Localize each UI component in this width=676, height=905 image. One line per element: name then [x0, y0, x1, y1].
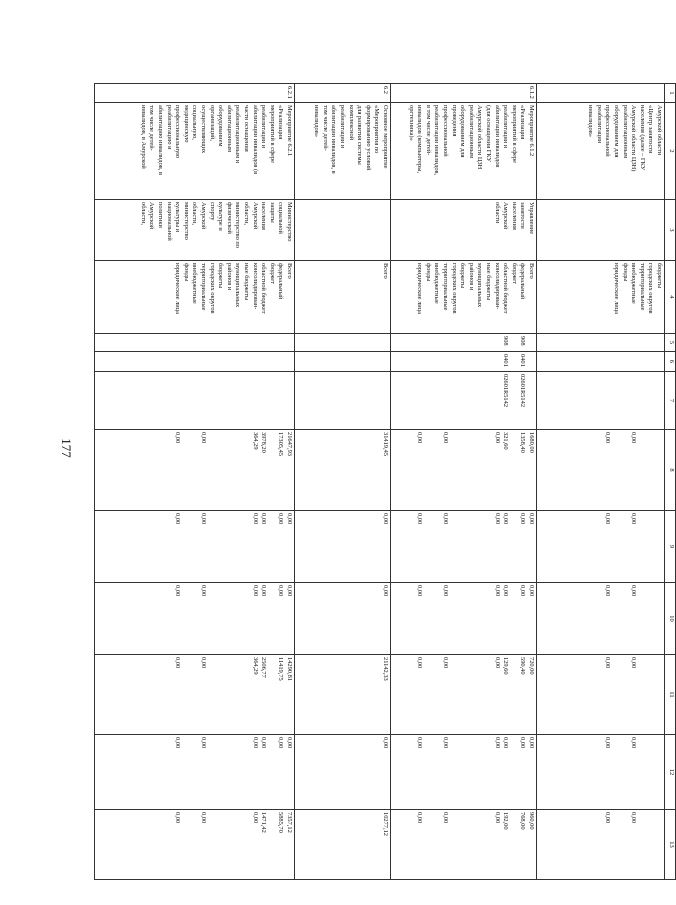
cell-text: Амурской области «Центр занятости населения (далее – ГКУ Амурской области ЦЗН) реабилитационным оборудованием для профессиональной реабилитации инвалидов»: [587, 105, 663, 172]
amount-values: 1680,00 1358,40 321,60 0,00 0,00 0,00: [416, 432, 535, 453]
cell-col-4: [391, 261, 537, 334]
cell-col-10: [391, 583, 537, 655]
cell-col-5: [95, 334, 295, 352]
cell-text: 6.2: [382, 86, 389, 94]
cell-col-9: [95, 511, 295, 583]
amount-values: 7357,12 5885,70 1471,42 0,00 0,00 0,00: [174, 812, 293, 833]
amount-values: 0,00: [382, 513, 389, 525]
funding-source: городских округов: [647, 263, 655, 314]
cell-col-3: [95, 200, 295, 261]
cell-text: Основное мероприятие «Мероприятия по формированию условий для развития системы комплексной реабилитации и абилитации инвалидов, в том числе детей- инвалидов»: [313, 105, 389, 174]
cell-col-11: [391, 655, 537, 735]
header-cell: 1: [665, 84, 676, 103]
cell-col-9: [537, 511, 665, 583]
cell-col-5: [537, 334, 665, 352]
amount-values: 960,00 768,00 192,00 0,00 0,00 0,00: [416, 812, 535, 830]
header-cell: 6: [665, 352, 676, 372]
cell-text: Мероприятие 6.2.1 «Реализация мероприятий в сфере реабилитации и абилитации инвалидов (в части оснащения реабилитационным и абилитационным оборудованием организаций, осуществляющих социальную, медицинскую профессиональную реабилитацию и абилитацию инвалидов, в том числе детей- инвалидов, в Амурской: [139, 105, 293, 175]
cell-text: 908 908: [502, 336, 527, 346]
amount-values: 0,00 0,00 0,00 0,00 0,00 0,00: [174, 513, 293, 525]
cell-col-11: [537, 655, 665, 735]
cell-col-12: [295, 735, 391, 810]
cell-col-13: [95, 810, 295, 880]
header-cell: 5: [665, 334, 676, 352]
amount-values: 0,00 0,00: [604, 513, 638, 525]
table-row: [95, 84, 295, 880]
amount-values: 0,00 0,00 0,00 0,00 0,00 0,00: [174, 585, 293, 597]
cell-col-3: [295, 200, 391, 261]
cell-col-13: [295, 810, 391, 880]
cell-col-6: [537, 352, 665, 372]
amount-values: 0,00 0,00 0,00 0,00 0,00 0,00: [416, 585, 535, 597]
cell-col-8: [537, 430, 665, 511]
amount-values: 0,00 0,00: [604, 432, 638, 444]
cell-col-2: [295, 103, 391, 200]
cell-col-5: [295, 334, 391, 352]
cell-col-9: [391, 511, 537, 583]
cell-col-10: [295, 583, 391, 655]
amount-values: 31419,45: [382, 432, 389, 456]
table-row: [537, 84, 665, 880]
cell-col-5: [391, 334, 537, 352]
cell-col-12: [537, 735, 665, 810]
cell-col-7: [95, 372, 295, 430]
funding-source: юридические лица: [416, 263, 424, 314]
amount-values: 0,00: [382, 737, 389, 749]
funding-source: областной бюджет: [502, 263, 510, 314]
cell-col-4: [537, 261, 665, 334]
header-cell: 8: [665, 430, 676, 511]
amount-values: 14290,81 11419,75 2506,77 364,29 0,00 0,00: [174, 657, 293, 681]
cell-col-8: [391, 430, 537, 511]
header-row: [665, 84, 676, 880]
cell-col-3: [391, 200, 537, 261]
cell-col-10: [95, 583, 295, 655]
funding-source: областной бюджет: [260, 263, 268, 314]
cell-col-9: [295, 511, 391, 583]
cell-col-2: [391, 103, 537, 200]
funding-source: юридические лица: [613, 263, 621, 314]
header-cell: 10: [665, 583, 676, 655]
header-cell: 3: [665, 200, 676, 261]
cell-text: 0401 0401: [502, 354, 527, 367]
amount-values: 0,00 0,00 0,00 0,00 0,00 0,00: [174, 737, 293, 749]
cell-col-2: [537, 103, 665, 200]
cell-col-8: [295, 430, 391, 511]
amount-values: 0,00 0,00: [604, 657, 638, 669]
cell-text: Управление занятости населения Амурской области: [493, 202, 535, 235]
amount-values: 0,00 0,00: [604, 812, 638, 824]
amount-values: 0,00: [382, 585, 389, 597]
cell-col-7: [295, 372, 391, 430]
cell-col-7: [537, 372, 665, 430]
cell-col-8: [95, 430, 295, 511]
cell-col-12: [95, 735, 295, 810]
page-number: 177: [59, 438, 74, 458]
table-row: [391, 84, 537, 880]
cell-col-2: [95, 103, 295, 200]
cell-col-6: [295, 352, 391, 372]
amount-values: 0,00 0,00 0,00 0,00 0,00 0,00: [416, 513, 535, 525]
budget-table: [94, 83, 676, 880]
cell-col-1: [391, 84, 537, 103]
header-cell: 13: [665, 810, 676, 880]
amount-values: 0,00 0,00: [604, 585, 638, 597]
amount-values: 21647,93 17305,45 3978,20 364,29 0,00 0,00: [174, 432, 293, 456]
funding-source: бюджеты: [656, 263, 663, 289]
cell-col-13: [391, 810, 537, 880]
amount-values: 0,00 0,00 0,00 0,00 0,00 0,00: [416, 737, 535, 749]
funding-source: территориальные внебюджетные фонды: [182, 263, 208, 311]
header-cell: 2: [665, 103, 676, 200]
funding-source: территориальные внебюджетные фонды: [424, 263, 450, 311]
funding-source: юридические лица: [174, 263, 182, 314]
table-row: [295, 84, 391, 880]
header-cell: 4: [665, 261, 676, 334]
header-cell: 7: [665, 372, 676, 430]
funding-source: консолидирован- ные бюджеты муниципальных районов и бюджеты городских округов: [450, 263, 501, 314]
cell-col-13: [537, 810, 665, 880]
cell-col-12: [391, 735, 537, 810]
cell-col-11: [95, 655, 295, 735]
cell-text: 6.2.1: [286, 86, 293, 99]
cell-col-6: [391, 352, 537, 372]
cell-col-6: [95, 352, 295, 372]
cell-col-7: [391, 372, 537, 430]
cell-col-11: [295, 655, 391, 735]
cell-col-4: [95, 261, 295, 334]
header-cell: 11: [665, 655, 676, 735]
cell-text: Мероприятие 6.1.2 «Реализация мероприятий в сфере реабилитации и абилитации инвалидов (для оснащения ГКУ Амурской области ЦЗН реабилитационным оборудованием для проведения профессиональной реабилитации инвалидов, в том числе детей- инвалидов (компьютеры, оргтехника)»: [407, 105, 535, 176]
amount-values: 21142,33: [382, 657, 389, 681]
amount-values: 720,00 590,40 129,60 0,00 0,00 0,00: [416, 657, 535, 675]
cell-col-4: [295, 261, 391, 334]
amount-values: 0,00 0,00: [604, 737, 638, 749]
header-cell: 12: [665, 735, 676, 810]
cell-text: 02601R5142 02601R5142: [502, 374, 527, 408]
amount-values: 10277,12: [382, 812, 389, 836]
funding-source: федеральный бюджет: [510, 263, 527, 300]
cell-col-1: [295, 84, 391, 103]
budget-table-container: [96, 83, 676, 879]
funding-source: территориальные внебюджетные фонды: [621, 263, 646, 311]
cell-col-1: [95, 84, 295, 103]
funding-source: Всего: [382, 263, 389, 279]
cell-text: Министерство социальной защиты населения Амурской области, министерство по физической культуре и спорту Амурской области, министерство культуры и национальной политики Амурской области,: [139, 202, 293, 248]
cell-col-3: [537, 200, 665, 261]
cell-col-10: [537, 583, 665, 655]
funding-source: федеральный бюджет: [268, 263, 285, 300]
funding-source: Всего: [286, 263, 293, 279]
funding-source: Всего: [528, 263, 535, 279]
cell-text: 6.1.2: [528, 86, 535, 99]
cell-col-1: [537, 84, 665, 103]
funding-source: консолидирован- ные бюджеты муниципальных районов и бюджеты городских округов: [208, 263, 259, 314]
header-cell: 9: [665, 511, 676, 583]
